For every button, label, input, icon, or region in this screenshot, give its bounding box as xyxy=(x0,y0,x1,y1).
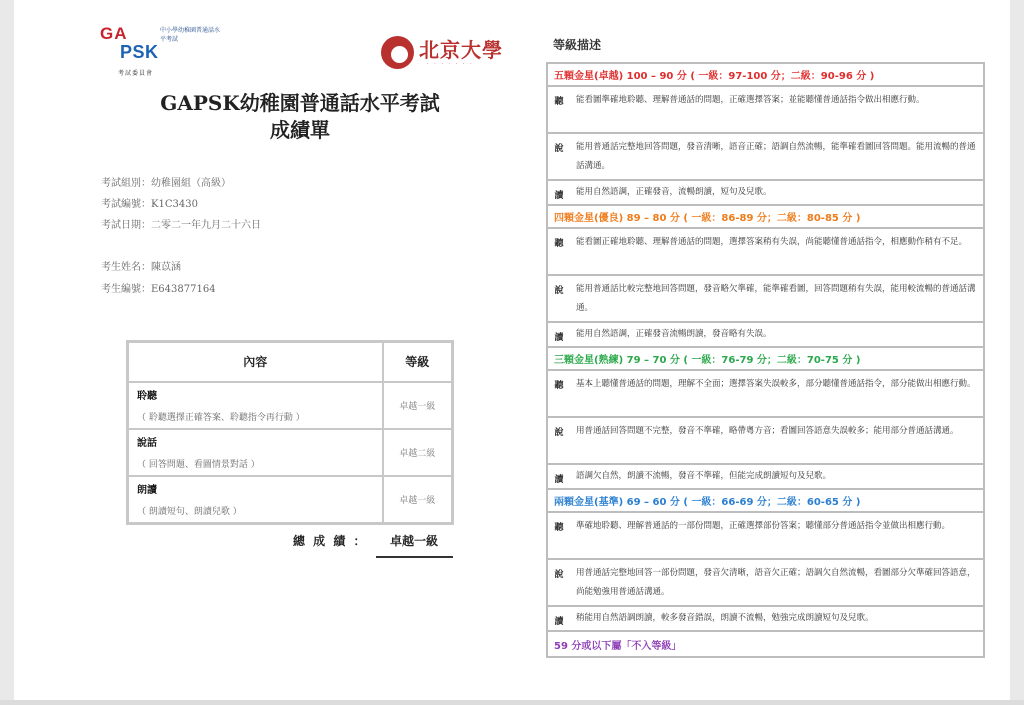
exam-number: 考試編號：K1C3430 xyxy=(101,199,198,210)
table-row xyxy=(128,476,453,524)
level-row xyxy=(548,181,983,206)
page-edge xyxy=(0,700,1024,705)
result-item-grade: 卓越一級 xyxy=(383,476,453,524)
level-title: 四顆金星(優良) 89 – 80 分 ( 一級：86-89 分；二級：80-85 分 ) xyxy=(548,206,983,229)
results-header-row xyxy=(128,342,453,382)
skill-text: 能看圖準確地聆聽、理解普通話的問題，正確選擇答案；並能聽懂普通話指令做出相應行動。 xyxy=(576,95,925,105)
level-row xyxy=(548,513,983,560)
gapsk-logo-mark-bottom: PSK xyxy=(120,42,159,62)
result-item-cell xyxy=(128,476,383,524)
result-item-desc: （ 回答問題、看圖情景對話 ） xyxy=(137,459,260,470)
skill-text: 能用自然語調，正確發音流暢朗讀，發音略有失誤。 xyxy=(576,329,772,339)
skill-key: 讀 xyxy=(554,617,564,627)
skill-key: 讀 xyxy=(554,191,564,201)
skill-text: 用普通話完整地回答一部份問題，發音欠清晰，語音欠正確；語調欠自然流暢，看圖部分欠準確回答語意，尚能勉強用普通話溝通。 xyxy=(576,568,976,597)
result-item-name: 聆聽 xyxy=(137,390,157,402)
result-item-name: 說話 xyxy=(137,437,157,449)
candidate-info xyxy=(101,257,216,301)
level-row xyxy=(548,607,983,632)
candidate-name: 考生姓名：陳苡涵 xyxy=(101,262,181,273)
skill-text: 能用自然語調，正確發音，流暢朗讀，短句及兒歌。 xyxy=(576,187,772,197)
pku-logo-name: 北京大學 xyxy=(419,38,503,62)
skill-text: 語調欠自然，朗讀不流暢，發音不準確，但能完成朗讀短句及兒歌。 xyxy=(576,471,832,481)
level-row xyxy=(548,276,983,323)
result-item-desc: （ 聆聽選擇正確答案、聆聽指令再行動 ） xyxy=(137,412,305,423)
exam-date: 考試日期：二零二一年九月二十六日 xyxy=(101,220,261,231)
skill-key: 讀 xyxy=(554,475,564,485)
column-header-content: 內容 xyxy=(128,342,383,382)
result-item-name: 朗讀 xyxy=(137,484,157,496)
skill-key: 聽 xyxy=(554,381,564,391)
skill-key: 說 xyxy=(554,570,564,580)
level-title: 五顆金星(卓越) 100 – 90 分 ( 一級：97-100 分；二級：90-96 分 ) xyxy=(548,64,983,87)
pku-logo-tagline: · · · · · · · xyxy=(427,61,474,67)
exam-group: 考試組別：幼稚園組（高級） xyxy=(101,178,231,189)
gapsk-logo-subtitle: 中小學幼稚園普通話水平考試 xyxy=(160,27,221,43)
result-item-cell xyxy=(128,382,383,429)
gapsk-logo xyxy=(100,24,221,82)
gapsk-logo-caption: 考試委員會 xyxy=(118,70,154,77)
skill-text: 基本上聽懂普通話的問題，理解不全面；選擇答案失誤較多，部分聽懂普通話指令，部分能做出相應行動。 xyxy=(576,379,976,389)
candidate-id: 考生編號：E643877164 xyxy=(101,284,216,295)
overall-label: 總 成 績 ： xyxy=(293,534,368,548)
level-row xyxy=(548,134,983,181)
skill-key: 說 xyxy=(554,286,564,296)
document-title xyxy=(120,90,480,144)
exam-info xyxy=(101,173,261,236)
gapsk-logo-mark-top: GA xyxy=(100,24,128,43)
level-row xyxy=(548,323,983,348)
level-row xyxy=(548,371,983,418)
pku-seal-icon xyxy=(381,36,414,69)
level-row xyxy=(548,229,983,276)
skill-key: 聽 xyxy=(554,97,564,107)
result-item-desc: （ 朗讀短句、朗讀兒歌 ） xyxy=(137,506,242,517)
level-title: 兩顆金星(基準) 69 – 60 分 ( 一級：66-69 分；二級：60-65 分 ) xyxy=(548,490,983,513)
column-header-grade: 等級 xyxy=(383,342,453,382)
skill-key: 說 xyxy=(554,428,564,438)
result-item-cell xyxy=(128,429,383,476)
skill-text: 能用普通話比較完整地回答問題，發音略欠準確，能準確看圖，回答問題稍有失誤，能用較流暢的普通話溝通。 xyxy=(576,284,976,313)
document-title-line2: 成績單 xyxy=(270,118,330,142)
descriptions-heading: 等級描述 xyxy=(553,38,602,52)
skill-key: 聽 xyxy=(554,523,564,533)
skill-text: 能看圖正確地聆聽、理解普通話的問題，選擇答案稍有失誤，尚能聽懂普通話指令，相應動作稍有不足。 xyxy=(576,237,968,247)
document-title-line1: GAPSK幼稚園普通話水平考試 xyxy=(160,91,440,115)
level-title: 三顆金星(熟練) 79 – 70 分 ( 一級：76-79 分；二級：70-75 分 ) xyxy=(548,348,983,371)
grade-description-table xyxy=(546,62,985,658)
no-grade-note: 59 分或以下屬「不入等級」 xyxy=(554,640,682,652)
overall-grade: 卓越一級 xyxy=(389,534,438,548)
table-row xyxy=(128,382,453,429)
pku-logo xyxy=(381,34,511,74)
level-row xyxy=(548,465,983,490)
skill-text: 準確地聆聽、理解普通話的一部份問題，正確選擇部份答案；聽懂部分普通話指令並做出相應行動。 xyxy=(576,521,951,531)
result-item-grade: 卓越一級 xyxy=(383,382,453,429)
level-row xyxy=(548,418,983,465)
result-item-grade: 卓越二級 xyxy=(383,429,453,476)
overall-underline xyxy=(376,556,453,558)
skill-text: 用普通話回答問題不完整，發音不準確，略帶粵方音；看圖回答語意失誤較多；能用部分普通話溝通。 xyxy=(576,426,959,436)
results-table xyxy=(126,340,454,525)
level-row xyxy=(548,560,983,607)
skill-key: 讀 xyxy=(554,333,564,343)
level-row xyxy=(548,87,983,134)
skill-text: 稍能用自然語調朗讀，較多發音錯誤，朗讀不流暢，勉強完成朗讀短句及兒歌。 xyxy=(576,613,874,623)
skill-text: 能用普通話完整地回答問題，發音清晰，語音正確；語調自然流暢，能準確看圖回答問題。能用流暢的普通話溝通。 xyxy=(576,142,976,171)
skill-key: 說 xyxy=(554,144,564,154)
table-row xyxy=(128,429,453,476)
skill-key: 聽 xyxy=(554,239,564,249)
